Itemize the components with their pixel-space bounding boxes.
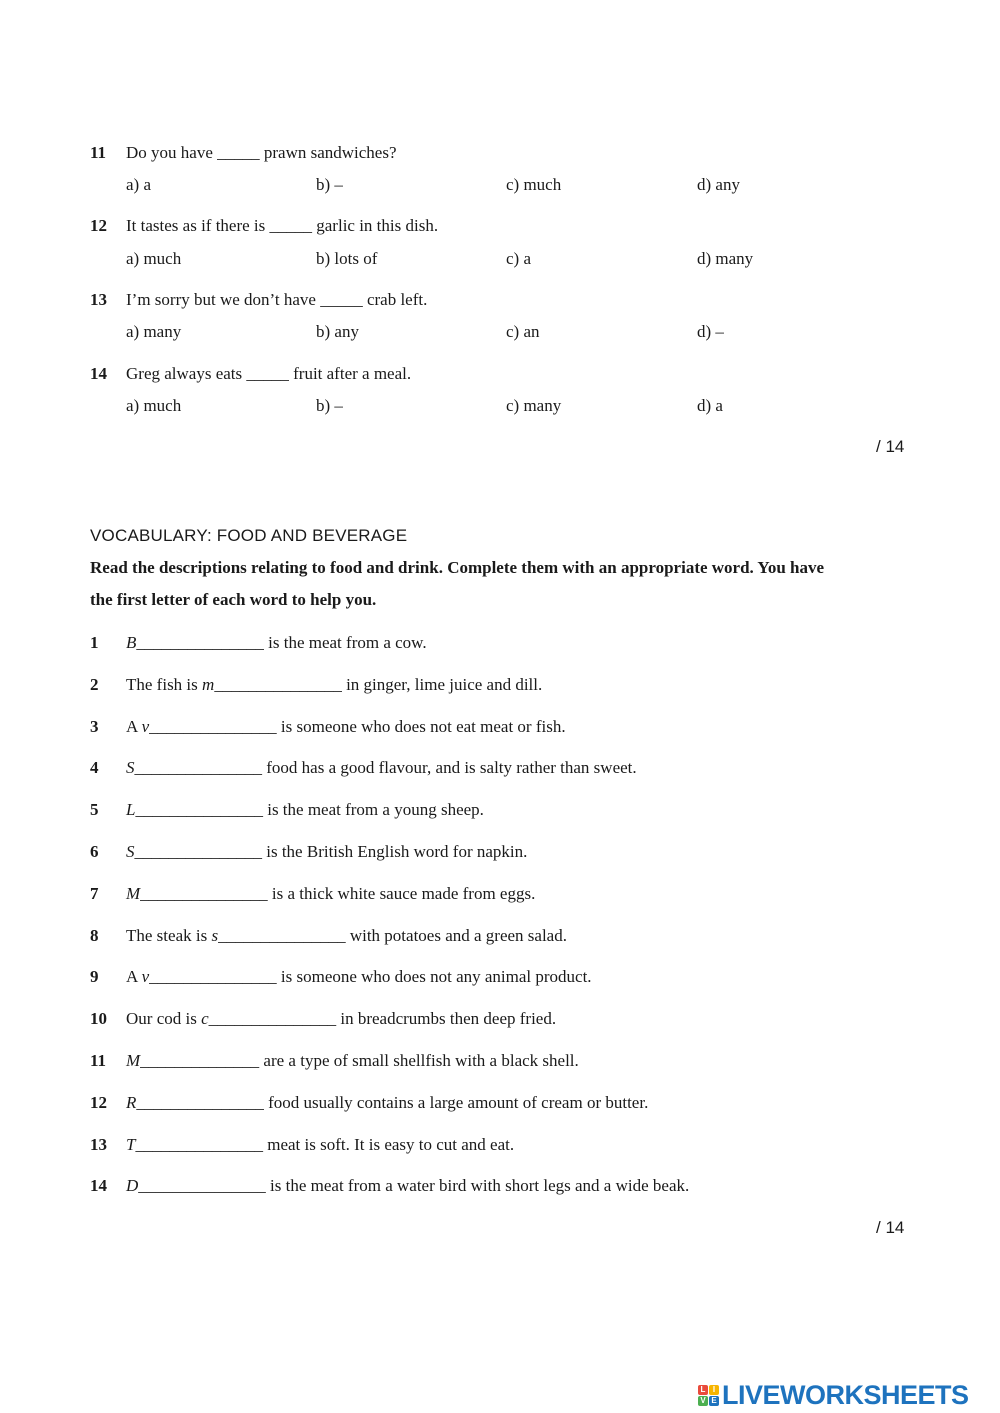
vocab-item-first-letter: L — [126, 800, 136, 819]
vocab-answer-blank[interactable]: _______________ — [136, 1093, 264, 1112]
vocab-item-suffix: is the meat from a young sheep. — [262, 800, 484, 819]
vocab-item-prefix: A — [126, 967, 142, 986]
vocab-item-first-letter: v — [141, 717, 150, 736]
logo-mark-square: V — [698, 1396, 708, 1406]
vocab-answer-blank[interactable]: _______________ — [134, 842, 262, 861]
vocab-item-suffix: food usually contains a large amount of cream or butter. — [263, 1093, 649, 1112]
vocab-answer-blank[interactable]: _______________ — [149, 717, 277, 736]
vocab-answer-blank[interactable]: _______________ — [138, 1176, 266, 1195]
option-c[interactable]: c) an — [506, 322, 540, 341]
vocab-item-first-letter: S — [126, 842, 135, 861]
vocab-item-number: 5 — [90, 800, 99, 819]
option-a[interactable]: a) many — [126, 322, 182, 341]
vocab-item-prefix: The fish is — [126, 675, 203, 694]
vocab-answer-blank[interactable]: _______________ — [134, 758, 262, 777]
vocab-item-first-letter: s — [211, 926, 219, 945]
vocab-item-suffix: is a thick white sauce made from eggs. — [267, 884, 536, 903]
vocab-item-suffix: is the British English word for napkin. — [262, 842, 528, 861]
option-b[interactable]: b) lots of — [316, 249, 378, 268]
vocabulary-score: / 14 — [876, 1218, 905, 1237]
vocab-answer-blank[interactable]: _______________ — [135, 800, 263, 819]
logo-mark-square: I — [709, 1385, 719, 1395]
vocab-item-suffix: food has a good flavour, and is salty rather than sweet. — [262, 758, 637, 777]
vocab-item-first-letter: v — [141, 967, 150, 986]
question-text: I’m sorry but we don’t have _____ crab left. — [126, 290, 428, 309]
vocab-item-prefix: Our cod is — [126, 1009, 202, 1028]
vocab-item-number: 7 — [90, 884, 99, 903]
vocab-item-prefix: The steak is — [126, 926, 212, 945]
vocab-item-number: 11 — [90, 1051, 107, 1070]
vocab-item-prefix: A — [126, 717, 142, 736]
option-a[interactable]: a) much — [126, 249, 182, 268]
vocab-item-first-letter: M — [126, 884, 141, 903]
vocab-answer-blank[interactable]: _______________ — [214, 675, 342, 694]
vocab-item-number: 13 — [90, 1135, 107, 1154]
vocab-item-first-letter: R — [126, 1093, 137, 1112]
option-c[interactable]: c) a — [506, 249, 532, 268]
vocab-item-suffix: in ginger, lime juice and dill. — [341, 675, 543, 694]
option-b[interactable]: b) – — [316, 396, 343, 415]
logo-text: LIVEWORKSHEETS — [722, 1379, 969, 1410]
option-d[interactable]: d) a — [697, 396, 723, 415]
option-d[interactable]: d) – — [697, 322, 724, 341]
question-number: 12 — [90, 216, 107, 235]
vocab-answer-blank[interactable]: _______________ — [135, 1135, 263, 1154]
liveworksheets-logo — [698, 1380, 969, 1410]
vocab-item-first-letter: c — [201, 1009, 209, 1028]
vocab-item-text — [126, 967, 592, 987]
vocab-item-text — [126, 758, 637, 778]
question-number: 13 — [90, 290, 107, 309]
option-c[interactable]: c) many — [506, 396, 562, 415]
vocab-item-number: 9 — [90, 967, 99, 986]
vocab-item-first-letter: S — [126, 758, 135, 777]
vocab-item-number: 10 — [90, 1009, 107, 1028]
vocab-item-suffix: is the meat from a water bird with short legs and a wide beak. — [265, 1176, 690, 1195]
vocab-item-text — [126, 800, 484, 820]
vocab-answer-blank[interactable]: _______________ — [136, 633, 264, 652]
vocab-item-text — [126, 1051, 579, 1071]
vocab-item-text — [126, 633, 427, 653]
vocab-item-number: 14 — [90, 1176, 107, 1195]
vocab-item-suffix: with potatoes and a green salad. — [345, 926, 567, 945]
vocab-item-first-letter: m — [202, 675, 215, 694]
grammar-score: / 14 — [876, 437, 905, 456]
vocab-answer-blank[interactable]: _______________ — [218, 926, 346, 945]
vocab-item-number: 1 — [90, 633, 99, 652]
vocab-item-text — [126, 675, 542, 695]
vocab-item-suffix: are a type of small shellfish with a black shell. — [259, 1051, 579, 1070]
option-a[interactable]: a) much — [126, 396, 182, 415]
vocab-answer-blank[interactable]: _______________ — [208, 1009, 337, 1028]
instruction-line-2: the first letter of each word to help you. — [90, 590, 377, 609]
vocab-item-suffix: meat is soft. It is easy to cut and eat. — [262, 1135, 515, 1154]
option-c[interactable]: c) much — [506, 175, 562, 194]
vocab-item-text — [126, 842, 527, 862]
vocab-item-suffix: is the meat from a cow. — [263, 633, 427, 652]
vocab-item-suffix: is someone who does not any animal product. — [276, 967, 592, 986]
vocab-item-number: 8 — [90, 926, 99, 945]
vocab-item-number: 2 — [90, 675, 99, 694]
vocab-item-suffix: is someone who does not eat meat or fish. — [276, 717, 566, 736]
question-number: 14 — [90, 364, 107, 383]
instruction-line-1: Read the descriptions relating to food and drink. Complete them with an appropriate word. You have — [90, 558, 825, 577]
vocab-item-first-letter: T — [126, 1135, 136, 1154]
logo-mark-square: L — [698, 1385, 708, 1395]
vocab-item-text — [126, 1135, 514, 1155]
vocab-answer-blank[interactable]: _______________ — [140, 884, 268, 903]
logo-mark-square: E — [709, 1396, 719, 1406]
question-number: 11 — [90, 143, 107, 162]
logo-mark-icon — [698, 1385, 719, 1406]
vocab-item-text — [126, 1093, 648, 1113]
vocab-item-number: 3 — [90, 717, 99, 736]
vocab-item-first-letter: D — [126, 1176, 139, 1195]
vocab-item-text — [126, 884, 535, 904]
vocab-item-number: 4 — [90, 758, 99, 777]
vocab-item-text — [126, 1176, 689, 1196]
vocab-item-text — [126, 717, 566, 737]
option-b[interactable]: b) any — [316, 322, 359, 341]
vocab-answer-blank[interactable]: ______________ — [140, 1051, 260, 1070]
vocab-answer-blank[interactable]: _______________ — [149, 967, 277, 986]
vocab-item-text — [126, 1009, 556, 1029]
vocab-item-number: 12 — [90, 1093, 107, 1112]
section-title: VOCABULARY: FOOD AND BEVERAGE — [90, 526, 408, 545]
vocab-item-first-letter: M — [126, 1051, 141, 1070]
option-d[interactable]: d) many — [697, 249, 754, 268]
question-text: Do you have _____ prawn sandwiches? — [126, 143, 397, 162]
vocab-item-text — [126, 926, 567, 946]
option-a[interactable]: a) a — [126, 175, 152, 194]
question-text: Greg always eats _____ fruit after a meal. — [126, 364, 412, 383]
option-d[interactable]: d) any — [697, 175, 740, 194]
vocab-item-suffix: in breadcrumbs then deep fried. — [336, 1009, 557, 1028]
vocab-item-first-letter: B — [126, 633, 137, 652]
option-b[interactable]: b) – — [316, 175, 343, 194]
question-text: It tastes as if there is _____ garlic in this dish. — [126, 216, 439, 235]
vocab-item-number: 6 — [90, 842, 99, 861]
